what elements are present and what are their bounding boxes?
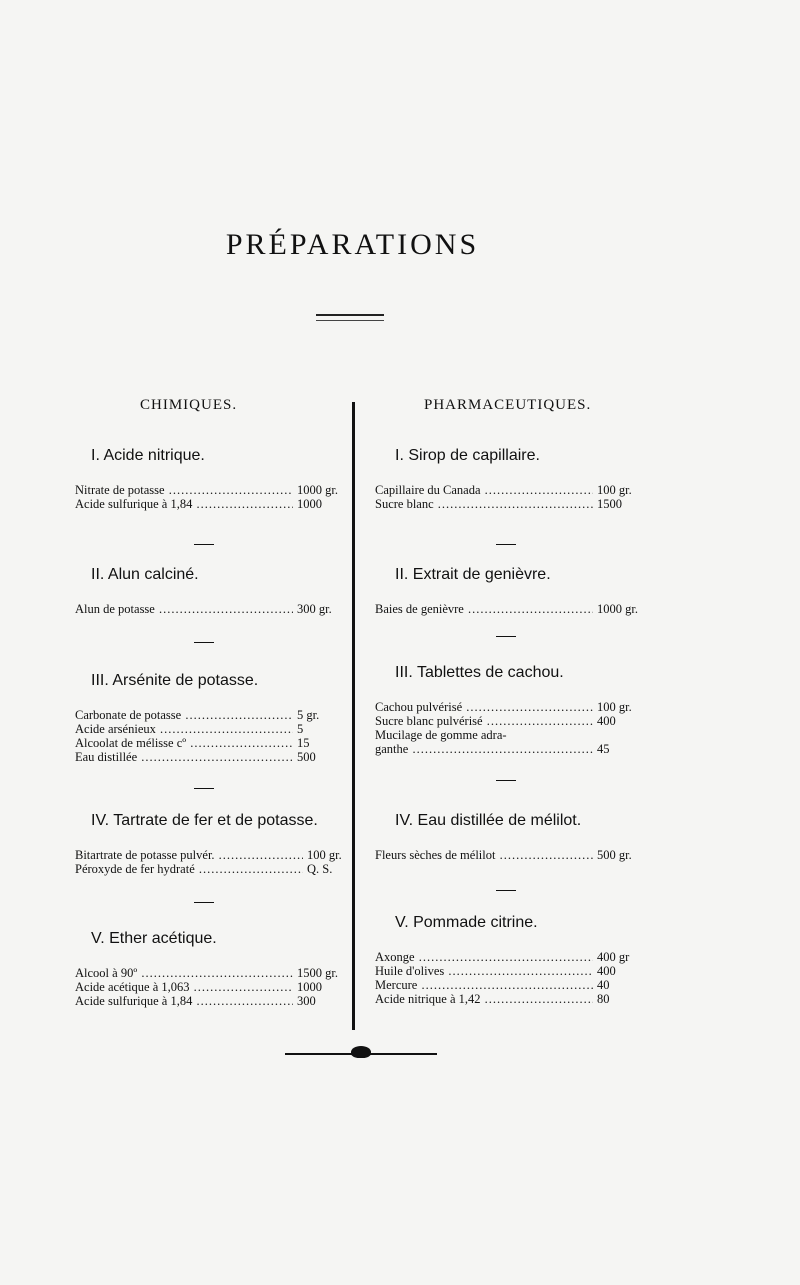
recipe-row <box>375 992 645 1006</box>
recipe-row <box>75 602 345 616</box>
ingredient: Baies de genièvre ..... <box>375 602 593 616</box>
section-title: V. Pommade citrine. <box>395 914 538 931</box>
section-title: IV. Eau distillée de mélilot. <box>395 812 582 829</box>
ingredient: Acide acétique à 1,063 ..... <box>75 980 293 994</box>
ornament-center <box>351 1046 371 1058</box>
ingredient: Mucilage de gomme adra- <box>375 728 507 742</box>
ingredient: Huile d'olives ..... <box>375 964 593 978</box>
recipe-row <box>75 497 345 511</box>
right-section-1 <box>375 447 645 511</box>
left-section-5 <box>75 930 345 1008</box>
ingredient: Bitartrate de potasse pulvér. ..... <box>75 848 303 862</box>
recipe-row <box>375 497 645 511</box>
quantity: 300 <box>297 994 316 1008</box>
right-column-heading: PHARMACEUTIQUES. <box>424 397 592 413</box>
quantity: 400 <box>597 714 616 728</box>
ingredient: Sucre blanc ..... <box>375 497 593 511</box>
left-section-3 <box>75 672 345 764</box>
section-separator <box>194 902 214 903</box>
quantity: 45 <box>597 742 610 756</box>
section-title: III. Tablettes de cachou. <box>395 664 564 681</box>
quantity: 40 <box>597 978 610 992</box>
recipe-row <box>375 602 645 616</box>
recipe-row <box>75 980 345 994</box>
left-section-4 <box>75 812 355 876</box>
ingredient: Cachou pulvérisé ..... <box>375 700 593 714</box>
recipe-row <box>75 966 345 980</box>
section-title: II. Extrait de genièvre. <box>395 566 551 583</box>
quantity: 80 <box>597 992 610 1006</box>
section-separator <box>496 544 516 545</box>
quantity: 100 gr. <box>597 483 632 497</box>
section-separator <box>496 890 516 891</box>
quantity: Q. S. <box>307 862 333 876</box>
title-ornament <box>316 314 384 321</box>
ingredient: Nitrate de potasse ..... <box>75 483 293 497</box>
quantity: 1500 gr. <box>297 966 338 980</box>
recipe-row <box>375 714 645 728</box>
ingredient: Carbonate de potasse ..... <box>75 708 293 722</box>
page-title: PRÉPARATIONS <box>225 228 480 261</box>
left-section-1 <box>75 447 345 511</box>
quantity: 500 <box>297 750 316 764</box>
quantity: 100 gr. <box>307 848 342 862</box>
ingredient: ganthe ..... <box>375 742 593 756</box>
ingredient: Fleurs sèches de mélilot ..... <box>375 848 593 862</box>
recipe-row <box>75 722 345 736</box>
section-separator <box>194 788 214 789</box>
section-title: I. Sirop de capillaire. <box>395 447 540 464</box>
quantity: 400 gr <box>597 950 630 964</box>
quantity: 100 gr. <box>597 700 632 714</box>
quantity: 1000 gr. <box>597 602 638 616</box>
ingredient: Acide sulfurique à 1,84 ..... <box>75 497 293 511</box>
recipe-row <box>75 848 355 862</box>
right-section-5 <box>375 914 645 1006</box>
section-separator <box>496 636 516 637</box>
left-column-heading: CHIMIQUES. <box>140 397 238 413</box>
quantity: 1000 <box>297 497 322 511</box>
recipe-row <box>375 848 645 862</box>
section-title: III. Arsénite de potasse. <box>91 672 259 689</box>
section-title: II. Alun calciné. <box>91 566 199 583</box>
quantity: 300 gr. <box>297 602 332 616</box>
ingredient: Axonge ..... <box>375 950 593 964</box>
quantity: 15 <box>297 736 310 750</box>
ingredient: Péroxyde de fer hydraté ..... <box>75 862 303 876</box>
quantity: 1500 <box>597 497 622 511</box>
section-separator <box>194 544 214 545</box>
recipe-row <box>75 483 345 497</box>
recipe-row <box>375 950 645 964</box>
recipe-row <box>375 483 645 497</box>
bottom-ornament <box>285 1050 437 1056</box>
right-section-3 <box>375 664 645 756</box>
quantity: 5 <box>297 722 304 736</box>
recipe-row <box>375 978 645 992</box>
recipe-row <box>75 862 355 876</box>
section-title: I. Acide nitrique. <box>91 447 205 464</box>
ingredient: Mercure ..... <box>375 978 593 992</box>
ingredient: Eau distillée ..... <box>75 750 293 764</box>
ingredient: Acide sulfurique à 1,84 ..... <box>75 994 293 1008</box>
quantity: 1000 <box>297 980 322 994</box>
section-title: IV. Tartrate de fer et de potasse. <box>91 812 318 829</box>
quantity: 5 gr. <box>297 708 320 722</box>
right-section-4 <box>375 812 645 862</box>
left-section-2 <box>75 566 345 616</box>
quantity: 1000 gr. <box>297 483 338 497</box>
recipe-row <box>375 964 645 978</box>
recipe-row <box>375 700 645 714</box>
section-title: V. Ether acétique. <box>91 930 217 947</box>
column-divider <box>352 402 355 1030</box>
recipe-row <box>75 736 345 750</box>
recipe-row <box>375 742 645 756</box>
quantity <box>593 728 645 742</box>
section-separator <box>194 642 214 643</box>
ingredient: Alcoolat de mélisse cº ..... <box>75 736 293 750</box>
ingredient: Acide arsénieux ..... <box>75 722 293 736</box>
right-section-2 <box>375 566 645 616</box>
section-separator <box>496 780 516 781</box>
ingredient: Alcool à 90º ..... <box>75 966 293 980</box>
ingredient: Alun de potasse ..... <box>75 602 293 616</box>
quantity: 400 <box>597 964 616 978</box>
ingredient: Capillaire du Canada ..... <box>375 483 593 497</box>
ingredient: Acide nitrique à 1,42 ..... <box>375 992 593 1006</box>
recipe-row <box>75 708 345 722</box>
recipe-row <box>375 728 645 742</box>
quantity: 500 gr. <box>597 848 632 862</box>
ingredient: Sucre blanc pulvérisé ..... <box>375 714 593 728</box>
recipe-row <box>75 750 345 764</box>
recipe-row <box>75 994 345 1008</box>
